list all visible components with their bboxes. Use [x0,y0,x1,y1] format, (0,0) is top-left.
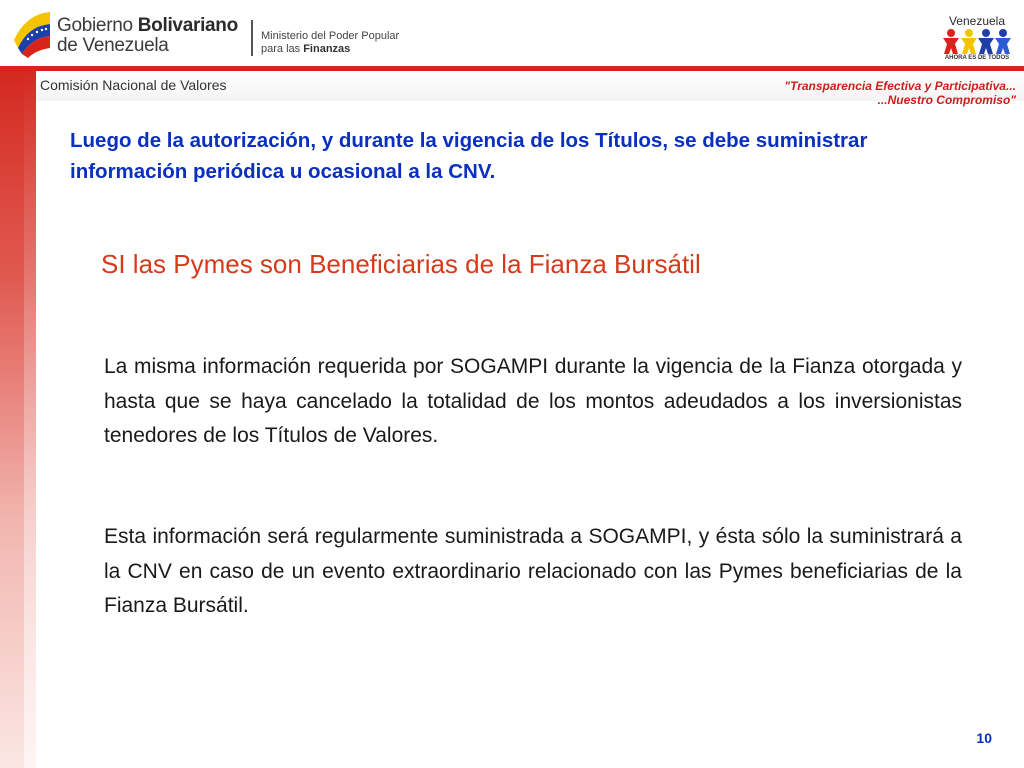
motto-line1: "Transparencia Efectiva y Participativa... [784,79,1016,93]
ministry-bold: Finanzas [303,43,351,55]
brand-tagline: AHORA ES DE TODOS [944,55,1010,61]
ministry-title [261,30,399,56]
ministry-line1: Ministerio del Poder Popular [261,30,400,42]
gov-title-line1: Gobierno [57,15,138,36]
brand-word: Venezuela [948,14,1006,28]
government-title [57,16,238,56]
header-divider [251,20,253,56]
motto [784,79,1016,107]
intro-heading: Luego de la autorización, y durante la vigencia de los Títulos, se debe suministrar información periódica u ocasional a la CNV. [70,129,868,183]
ministry-line2: para las [261,43,304,55]
section-subheading: SI las Pymes son Beneficiarias de la Fianza Bursátil [101,249,701,279]
commission-label: Comisión Nacional de Valores [40,77,227,93]
gov-title-line2: de Venezuela [57,35,169,56]
venezuela-figures-icon [942,28,1012,55]
motto-line2: ...Nuestro Compromiso" [877,93,1016,107]
gov-title-bold: Bolivariano [137,15,238,36]
venezuela-flag-wing-icon [12,10,52,58]
page-number: 10 [976,730,992,746]
slide-header [0,0,1024,66]
paragraph-2: Esta información será regularmente suministrada a SOGAMPI, y ésta sólo la suministrará a la CNV en caso de un evento extraordinario relacionado con las Pymes beneficiarias de la Fianza Bursátil. [104,525,962,617]
paragraph-1: La misma información requerida por SOGAMPI durante la vigencia de la Fianza otorgada y hasta que se haya cancelado la totalidad de los montos adeudados a los inversionistas tenedores de los Títulos de Valores. [104,355,962,447]
venezuela-brand-logo [938,14,1016,64]
side-band-highlight [24,71,36,768]
